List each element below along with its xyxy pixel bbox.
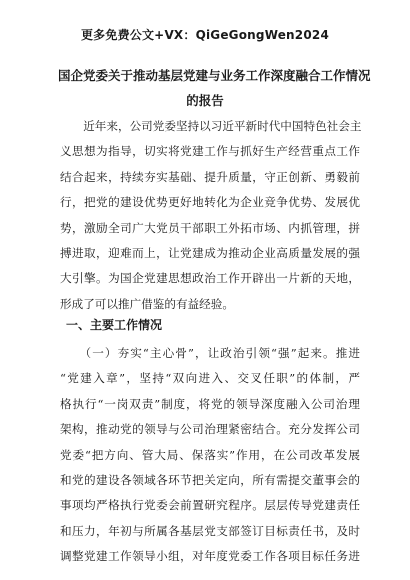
report-title: [58, 63, 371, 113]
paragraph-line: 架构，推动党的领导与公司治理紧密结合。充分发挥公司: [60, 422, 360, 437]
paragraph-line: 结合起来，持续夯实基础、提升质量，守正创新、勇毅前: [60, 169, 360, 184]
paragraph-line: “党建入章”，坚持“双向进入、交叉任职”的体制，严: [60, 371, 360, 386]
paragraph-line: 调整党建工作领导小组，对年度党委工作各项目标任务进: [60, 549, 360, 564]
paragraph-line: 格执行“一岗双责”制度，将党的领导深度融入公司治理: [60, 396, 360, 411]
paragraph-line: 势，激励全司广大党员干部职工外拓市场、内抓管理，拼: [60, 220, 360, 235]
paragraph-line: 搏进取，迎难而上，让党建成为推动企业高质量发展的强: [60, 246, 360, 261]
page-header: 更多免费公文+VX：QiGeGongWen2024: [80, 28, 329, 42]
paragraph-section-1: [60, 341, 360, 570]
paragraph-line: 党委“把方向、管大局、保落实”作用，在公司改革发展: [60, 447, 360, 462]
paragraph-line: （一）夯实“主心骨”，让政治引领“强”起来。推进: [60, 346, 360, 360]
paragraph-line: 大引擎。为国企党建思想政治工作开辟出一片新的天地，: [60, 271, 360, 286]
section-heading: 一、主要工作情况: [66, 318, 163, 332]
paragraph-line: 和压力，年初与所属各基层党支部签订目标责任书，及时: [60, 523, 360, 538]
paragraph-line: 近年来，公司党委坚持以习近平新时代中国特色社会主: [60, 119, 362, 133]
paragraph-line: 行，把党的建设优势更好地转化为企业竞争优势、发展优: [60, 195, 360, 210]
title-line-1: 国企党委关于推动基层党建与业务工作深度融合工作情况: [58, 68, 371, 83]
paragraph-line: 事项均严格执行党委会前置研究程序。层层传导党建责任: [60, 498, 360, 513]
paragraph-line: 形成了可以推广借鉴的有益经验。: [60, 296, 234, 311]
paragraph-line: 和党的建设各领域各环节把关定向，所有需提交董事会的: [60, 473, 360, 488]
title-line-2: 的报告: [186, 93, 224, 108]
paragraph-intro: [60, 114, 360, 317]
paragraph-line: 义思想为指导，切实将党建工作与抓好生产经营重点工作: [60, 144, 360, 159]
